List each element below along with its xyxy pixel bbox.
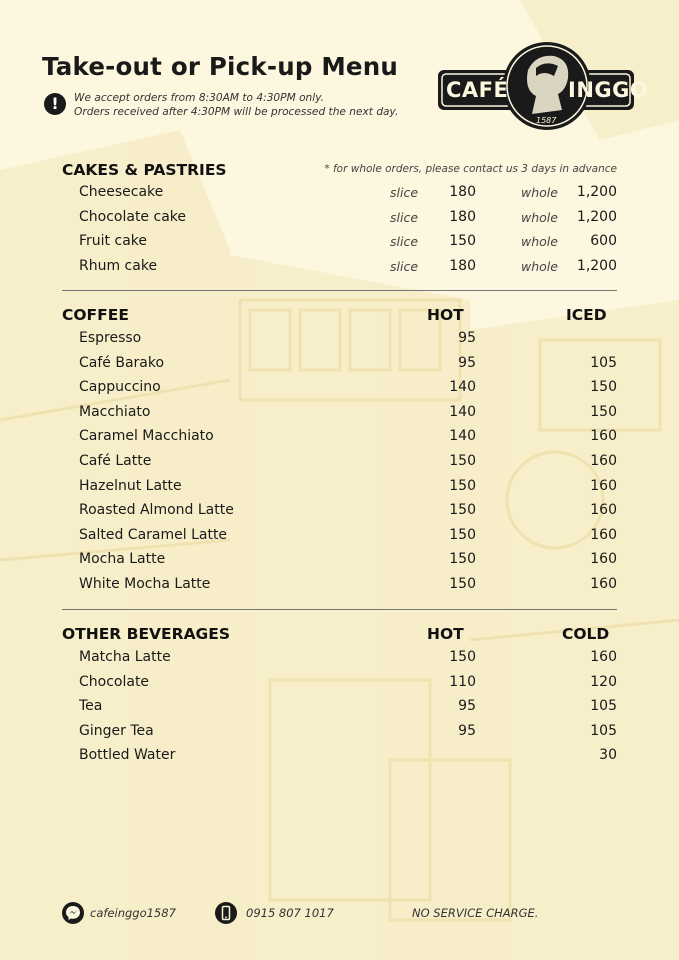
notice-line: We accept orders from 8:30AM to 4:30PM only.	[74, 92, 325, 104]
beverage-row	[0, 723, 679, 747]
item-name: Cappuccino	[79, 379, 161, 396]
hot-price: 110	[449, 673, 476, 690]
beverage-row	[0, 698, 679, 722]
other-hot-header: HOT	[427, 625, 464, 643]
logo-text-left: CAFÉ	[446, 78, 509, 102]
item-name: Hazelnut Latte	[79, 477, 182, 494]
slice-price: 180	[449, 208, 476, 225]
whole-label: whole	[521, 258, 558, 274]
coffee-row	[0, 576, 679, 600]
cold-price: 105	[590, 698, 617, 715]
item-name: Café Barako	[79, 354, 165, 371]
hot-price: 95	[458, 698, 476, 715]
item-name: Café Latte	[79, 453, 152, 469]
footer	[0, 902, 679, 926]
hot-price: 150	[449, 453, 476, 469]
item-name: Chocolate cake	[79, 208, 186, 225]
iced-price: 150	[590, 379, 617, 396]
slice-label: slice	[390, 209, 419, 225]
item-name: Tea	[79, 698, 103, 715]
item-name: Cheesecake	[79, 184, 164, 200]
cakes-section-title: CAKES & PASTRIES	[62, 161, 227, 179]
iced-price: 160	[590, 428, 617, 445]
iced-price: 160	[590, 526, 617, 543]
whole-label: whole	[521, 185, 558, 200]
coffee-row	[0, 428, 679, 452]
cafe-inggo-logo	[436, 40, 649, 134]
messenger-handle[interactable]: cafeinggo1587	[90, 906, 176, 920]
phone-number[interactable]: 0915 807 1017	[246, 906, 334, 920]
item-name: Bottled Water	[79, 747, 176, 764]
whole-price: 1,200	[576, 208, 617, 225]
whole-label: whole	[521, 209, 558, 225]
item-name: Salted Caramel Latte	[79, 526, 228, 543]
hot-price: 150	[449, 502, 476, 519]
other-cold-header: COLD	[562, 625, 610, 643]
item-name: Chocolate	[79, 673, 150, 690]
coffee-row	[0, 478, 679, 502]
hot-price: 95	[458, 722, 476, 739]
exclamation-icon: !	[44, 93, 66, 115]
iced-price: 150	[590, 403, 617, 420]
whole-label: whole	[521, 234, 558, 249]
coffee-row	[0, 404, 679, 428]
item-name: White Mocha Latte	[79, 576, 211, 592]
coffee-row	[0, 551, 679, 575]
iced-price: 160	[590, 502, 617, 519]
iced-price: 160	[590, 551, 617, 568]
coffee-row	[0, 527, 679, 551]
section-divider	[62, 290, 617, 291]
hot-price: 150	[449, 576, 476, 592]
phone-icon	[215, 902, 237, 924]
item-name: Mocha Latte	[79, 551, 166, 568]
coffee-row	[0, 502, 679, 526]
hot-price: 150	[449, 551, 476, 568]
item-name: Roasted Almond Latte	[79, 502, 234, 519]
page-title: Take-out or Pick-up Menu	[42, 52, 398, 81]
coffee-row	[0, 330, 679, 354]
other-beverages-section-title: OTHER BEVERAGES	[62, 625, 231, 643]
slice-label: slice	[390, 258, 419, 274]
item-name: Espresso	[79, 330, 142, 346]
messenger-icon	[62, 902, 84, 924]
hot-price: 95	[458, 330, 476, 346]
whole-price: 1,200	[576, 184, 617, 200]
slice-label: slice	[390, 234, 419, 249]
cold-price: 105	[590, 722, 617, 739]
cold-price: 160	[590, 649, 617, 665]
order-hours-notice	[74, 91, 398, 119]
logo-text-right: INGGO	[568, 78, 649, 102]
item-name: Macchiato	[79, 403, 151, 420]
section-divider	[62, 609, 617, 610]
slice-price: 180	[449, 184, 476, 200]
coffee-hot-header: HOT	[427, 306, 464, 324]
whole-order-note: * for whole orders, please contact us 3 days in advance	[324, 163, 617, 175]
hot-price: 150	[449, 649, 476, 665]
service-charge-note: NO SERVICE CHARGE.	[412, 906, 539, 920]
hot-price: 140	[449, 403, 476, 420]
hot-price: 150	[449, 526, 476, 543]
coffee-row	[0, 379, 679, 403]
item-name: Matcha Latte	[79, 649, 171, 665]
coffee-section-title: COFFEE	[62, 306, 129, 324]
slice-price: 180	[449, 257, 476, 274]
iced-price: 105	[590, 354, 617, 371]
item-name: Ginger Tea	[79, 722, 154, 739]
hot-price: 95	[458, 354, 476, 371]
slice-label: slice	[390, 185, 419, 200]
logo-year: 1587	[536, 116, 557, 125]
item-name: Rhum cake	[79, 257, 158, 274]
hot-price: 140	[449, 428, 476, 445]
iced-price: 160	[590, 576, 617, 592]
cake-row	[0, 184, 679, 208]
coffee-row	[0, 355, 679, 379]
coffee-iced-header: ICED	[566, 306, 607, 324]
iced-price: 160	[590, 477, 617, 494]
coffee-row	[0, 453, 679, 477]
cake-row	[0, 233, 679, 257]
whole-price: 1,200	[576, 257, 617, 274]
cold-price: 30	[599, 747, 617, 764]
iced-price: 160	[590, 453, 617, 469]
hot-price: 150	[449, 477, 476, 494]
cold-price: 120	[590, 673, 617, 690]
item-name: Fruit cake	[79, 233, 147, 249]
hot-price: 140	[449, 379, 476, 396]
beverage-row	[0, 649, 679, 673]
cake-row	[0, 209, 679, 233]
whole-price: 600	[590, 233, 617, 249]
item-name: Caramel Macchiato	[79, 428, 214, 445]
slice-price: 150	[449, 233, 476, 249]
beverage-row	[0, 674, 679, 698]
cake-row	[0, 258, 679, 282]
beverage-row	[0, 747, 679, 771]
notice-line: Orders received after 4:30PM will be processed the next day.	[74, 106, 399, 118]
